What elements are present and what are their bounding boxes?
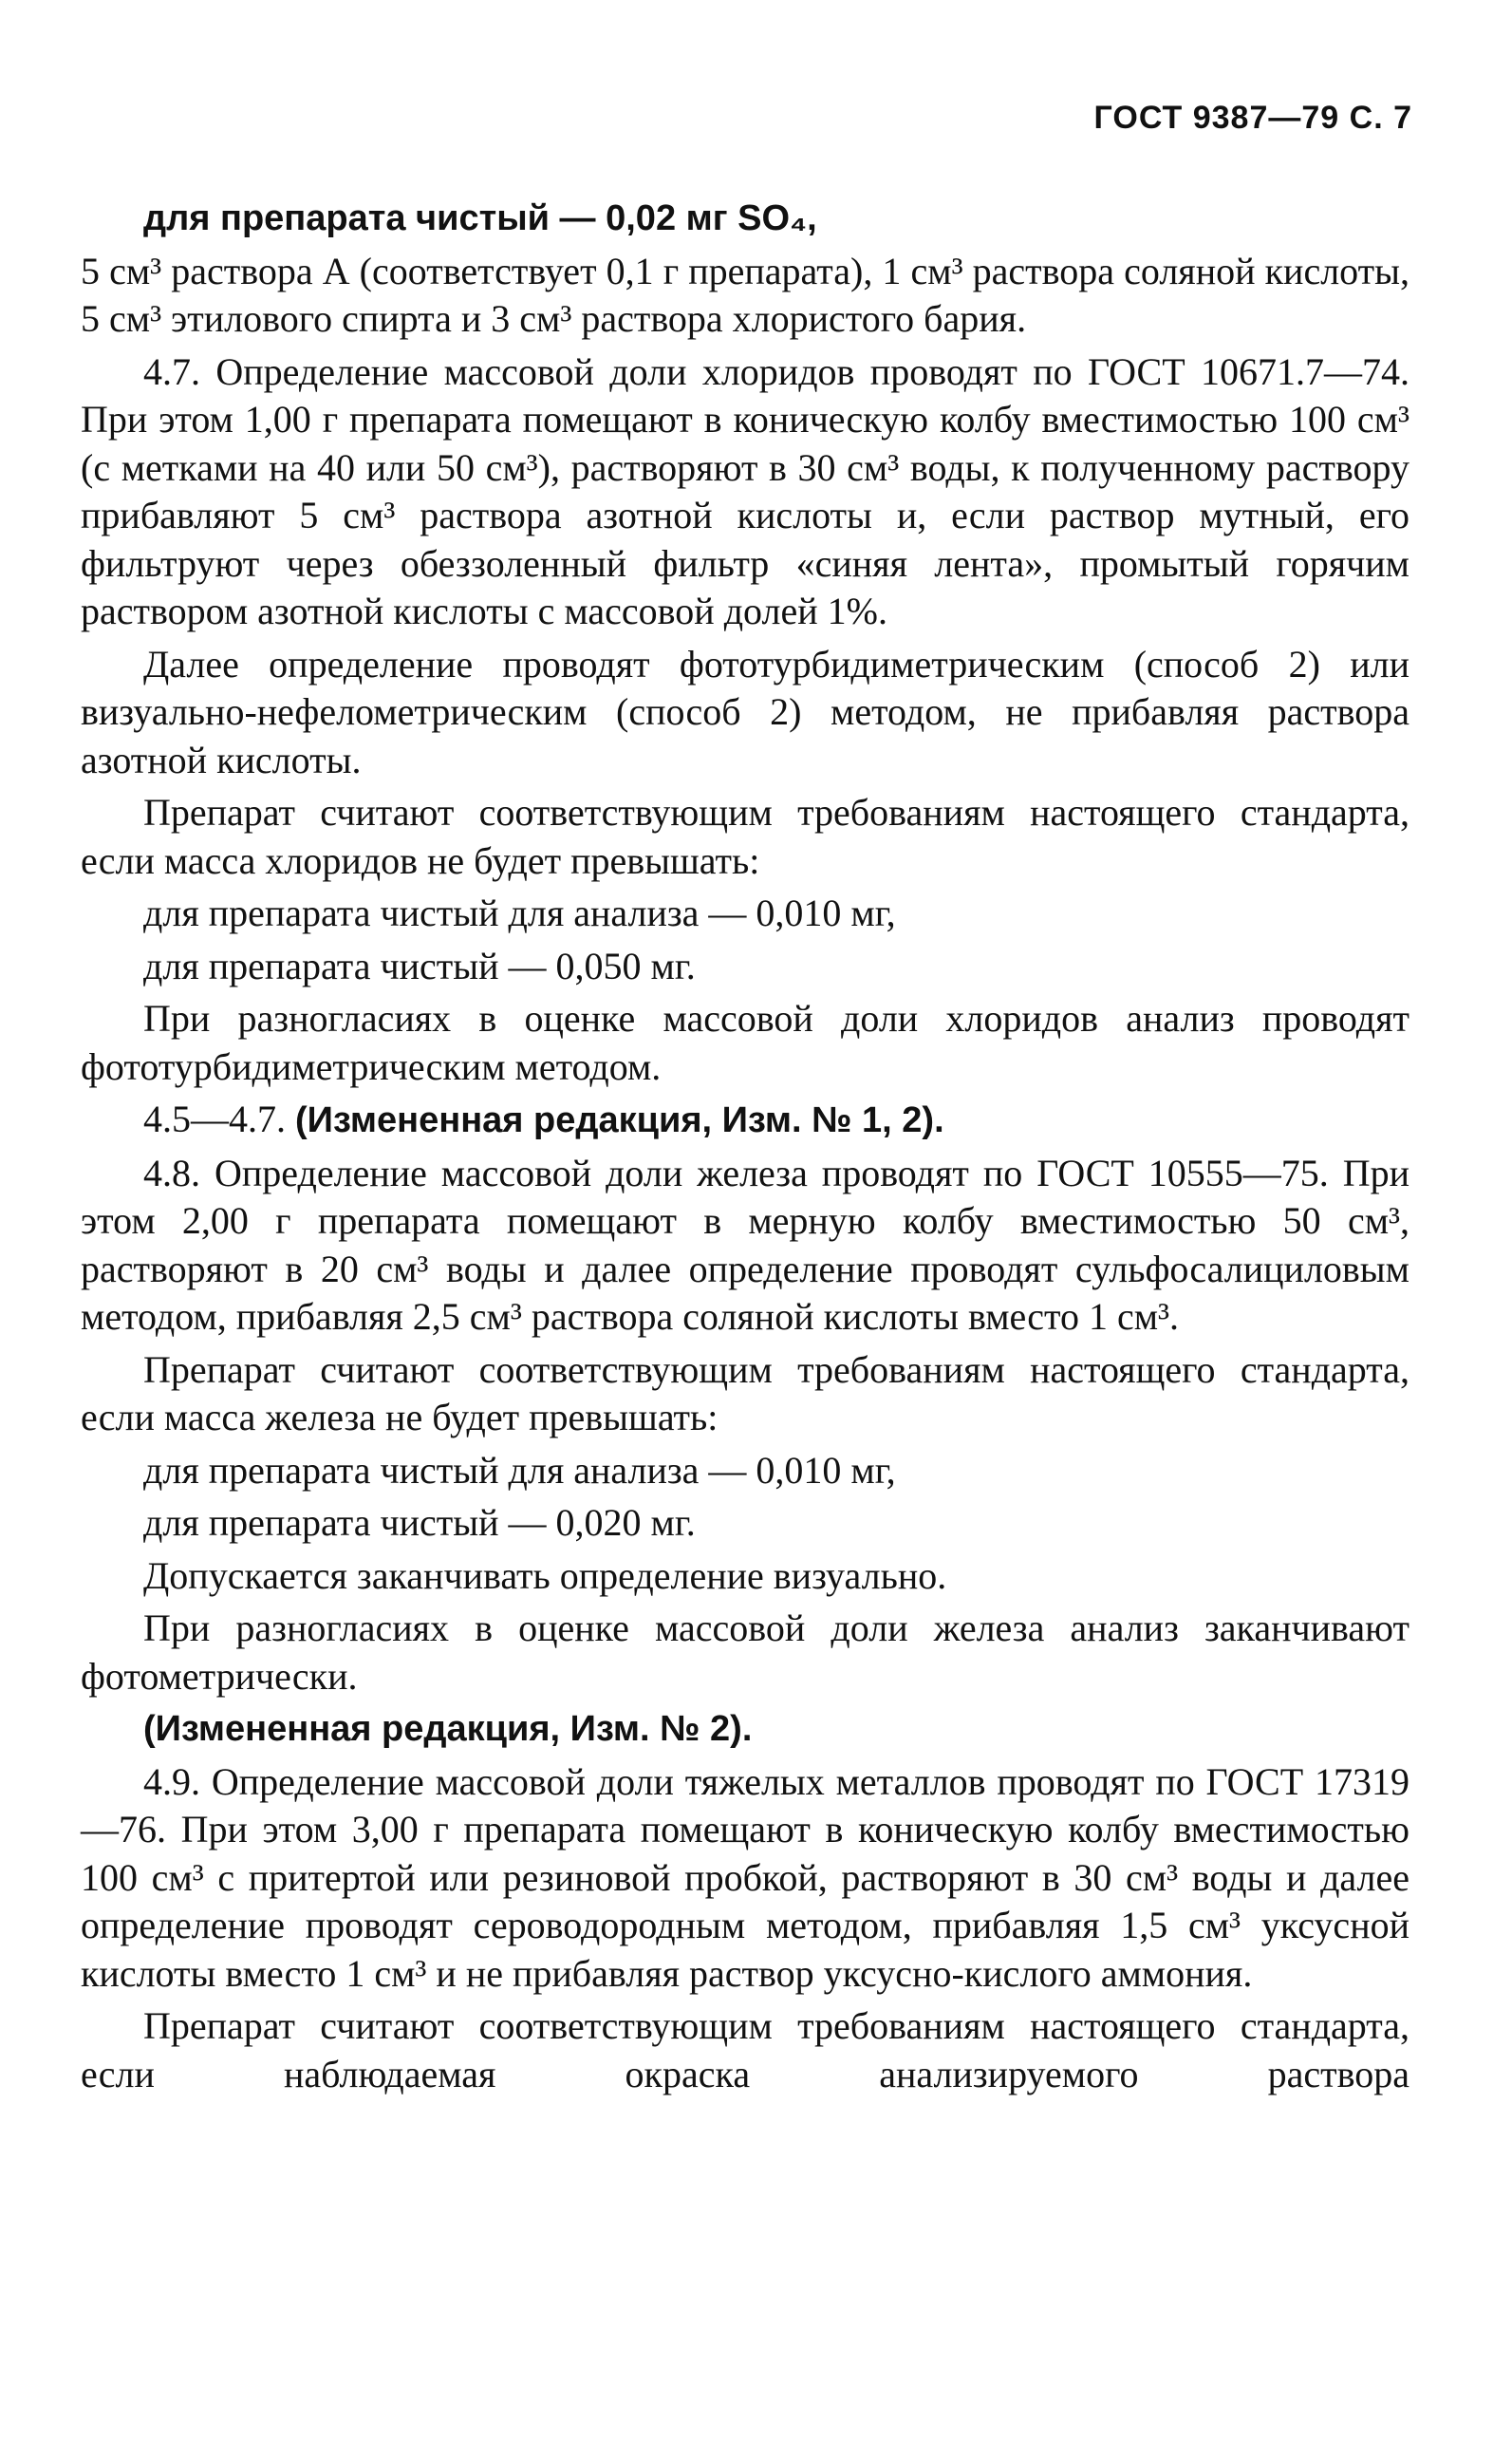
chloride-requirement-paragraph: Препарат считают соответствующим требованиям настоящего стандарта, если масса хлоридов не будет превышать:	[81, 791, 1409, 882]
amendment-note-2: (Измененная редакция, Изм. № 2).	[143, 1709, 753, 1749]
page-header-doc-ref: ГОСТ 9387—79 С. 7	[1093, 100, 1412, 136]
amendment-ref: 4.5—4.7.	[143, 1098, 295, 1140]
iron-limit-analytical: для препарата чистый для анализа — 0,010 мг,	[143, 1448, 896, 1492]
iron-dispute-paragraph: При разногласиях в оценке массовой доли железа анализ заканчивают фотометрически.	[81, 1606, 1409, 1698]
iron-requirement-paragraph: Препарат считают соответствующим требованиям настоящего стандарта, если масса железа не будет превышать:	[81, 1347, 1409, 1438]
chloride-limit-analytical: для препарата чистый для анализа — 0,010 мг,	[143, 892, 896, 934]
iron-limit-pure: для препарата чистый — 0,020 мг.	[143, 1501, 696, 1544]
method-paragraph: Далее определение проводят фототурбидиметрическим (способ 2) или визуально-нефелометрическим (способ 2) методом, не прибавляя раствора азотной кислоты.	[81, 642, 1409, 781]
chloride-dispute-paragraph: При разногласиях в оценке массовой доли хлоридов анализ проводят фототурбидиметрическим методом.	[81, 997, 1409, 1088]
document-body	[81, 195, 1409, 2103]
heavy-metals-requirement-paragraph: Препарат считают соответствующим требованиям настоящего стандарта, если наблюдаемая окраска анализируемого раствора	[81, 2004, 1409, 2095]
amendment-label: (Измененная редакция, Изм. № 1, 2).	[295, 1100, 944, 1140]
visual-finish-paragraph: Допускается заканчивать определение визуально.	[143, 1553, 947, 1597]
section-4-8-paragraph: 4.8. Определение массовой доли железа проводят по ГОСТ 10555—75. При этом 2,00 г препарата помещают в мерную колбу вместимостью 50 см³, растворяют в 20 см³ воды и далее определение проводят сульфосалициловым методом, прибавляя 2,5 см³ раствора соляной кислоты вместо 1 см³.	[81, 1151, 1409, 1338]
section-4-9-paragraph: 4.9. Определение массовой доли тяжелых металлов проводят по ГОСТ 17319—76. При этом 3,00 г препарата помещают в коническую колбу вместимостью 100 см³ с притертой или резиновой пробкой, растворяют в 30 см³ воды и далее определение проводят сероводородным методом, прибавляя 1,5 см³ уксусной кислоты вместо 1 см³ и не прибавляя раствор уксусно-кислого аммония.	[81, 1759, 1409, 1995]
chloride-limit-pure: для препарата чистый — 0,050 мг.	[143, 944, 696, 987]
sulfate-limit-item: для препарата чистый — 0,02 мг SO₄,	[143, 198, 817, 238]
section-4-7-paragraph: 4.7. Определение массовой доли хлоридов проводят по ГОСТ 10671.7—74. При этом 1,00 г препарата помещают в коническую колбу вместимостью 100 см³ (с метками на 40 или 50 см³), растворяют в 30 см³ воды, к полученному раствору прибавляют 5 см³ раствора азотной кислоты и, если раствор мутный, его фильтруют через обеззоленный фильтр «синяя лента», промытый горячим раствором азотной кислоты с массовой долей 1%.	[81, 349, 1409, 632]
solution-a-paragraph: 5 см³ раствора А (соответствует 0,1 г препарата), 1 см³ раствора соляной кислоты, 5 см³ этилового спирта и 3 см³ раствора хлористого бария.	[81, 249, 1409, 340]
amendment-note-4-5-4-7	[81, 1096, 1409, 1145]
